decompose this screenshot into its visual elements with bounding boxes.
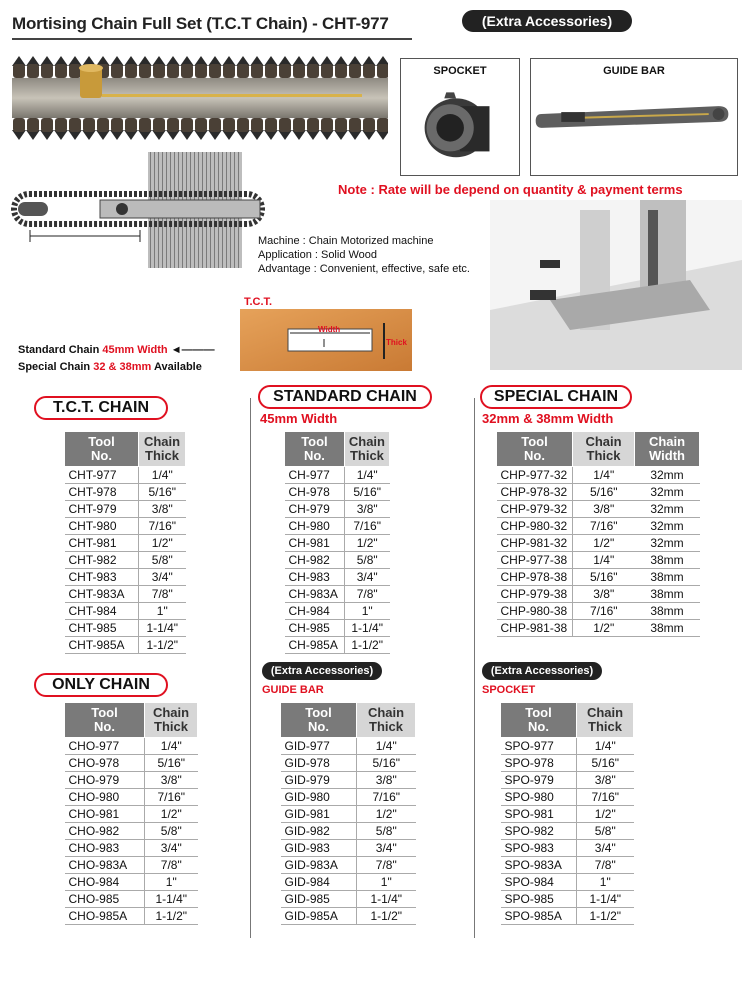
table-row [281, 823, 416, 840]
table-row [285, 586, 390, 603]
spocket-table [500, 702, 634, 925]
tool-number-cell: CH-983A [285, 586, 345, 603]
tool-number-cell: SPO-977 [501, 738, 577, 755]
header-tool-no: Tool No. [501, 703, 577, 738]
tool-number-cell: CHO-981 [65, 806, 145, 823]
table-row [281, 874, 416, 891]
tool-number-cell: CHP-981-38 [497, 620, 573, 637]
header-tool-no: Tool No. [65, 432, 139, 467]
table-row [281, 755, 416, 772]
tool-number-cell: CHO-985A [65, 908, 145, 925]
chain-thick-cell: 7/16" [573, 603, 635, 620]
tool-number-cell: SPO-980 [501, 789, 577, 806]
table-row [65, 552, 186, 569]
table-row [65, 518, 186, 535]
table-row [501, 755, 634, 772]
table-row [281, 857, 416, 874]
tool-number-cell: SPO-982 [501, 823, 577, 840]
table-row [497, 484, 700, 501]
tool-number-cell: CH-978 [285, 484, 345, 501]
table-row [65, 789, 198, 806]
tool-number-cell: CHP-979-38 [497, 586, 573, 603]
tool-number-cell: SPO-979 [501, 772, 577, 789]
table-row [285, 603, 390, 620]
tool-number-cell: CHP-980-38 [497, 603, 573, 620]
tool-number-cell: CHO-979 [65, 772, 145, 789]
chain-thick-cell: 1-1/2" [357, 908, 416, 925]
spec-application: Application : Solid Wood [258, 249, 378, 261]
chain-thick-cell: 1" [577, 874, 634, 891]
chain-thick-cell: 3/4" [357, 840, 416, 857]
chain-thick-cell: 5/8" [344, 552, 389, 569]
chain-thick-cell: 3/8" [573, 586, 635, 603]
chain-thick-cell: 7/8" [357, 857, 416, 874]
special-chain-width: 32mm & 38mm Width [482, 411, 614, 426]
tool-number-cell: CHO-980 [65, 789, 145, 806]
tool-number-cell: CH-983 [285, 569, 345, 586]
chain-thick-cell: 3/8" [145, 772, 198, 789]
tool-number-cell: CHO-984 [65, 874, 145, 891]
tool-number-cell: SPO-984 [501, 874, 577, 891]
tool-number-cell: GID-983 [281, 840, 357, 857]
mortising-chain-photo [12, 56, 388, 140]
table-row [497, 620, 700, 637]
rate-note: Note : Rate will be depend on quantity & payment terms [338, 182, 683, 197]
special-note-prefix: Special Chain [18, 361, 94, 373]
table-row [501, 840, 634, 857]
table-row [285, 569, 390, 586]
special-chain-table [496, 431, 700, 637]
table-row [65, 874, 198, 891]
tool-number-cell: CHT-980 [65, 518, 139, 535]
spocket-label: SPOCKET [433, 65, 487, 77]
table-row [281, 738, 416, 755]
table-row [497, 467, 700, 484]
table-row [501, 857, 634, 874]
chain-thick-cell: 1/4" [145, 738, 198, 755]
guide-bar-heading: GUIDE BAR [262, 684, 324, 696]
chain-thick-cell: 3/4" [344, 569, 389, 586]
tct-width-thick-diagram [240, 309, 412, 371]
guide-bar-image-box [530, 58, 738, 176]
chain-thick-cell: 5/8" [357, 823, 416, 840]
table-row [497, 501, 700, 518]
header-tool-no: Tool No. [497, 432, 573, 467]
tool-number-cell: SPO-985 [501, 891, 577, 908]
tool-number-cell: CHT-982 [65, 552, 139, 569]
chain-thick-cell: 3/8" [344, 501, 389, 518]
tool-number-cell: CHT-985A [65, 637, 139, 654]
header-chain-thick: Chain Thick [573, 432, 635, 467]
chain-thick-cell: 3/8" [577, 772, 634, 789]
chain-thick-cell: 1-1/2" [344, 637, 389, 654]
table-row [281, 840, 416, 857]
chain-thick-cell: 7/16" [344, 518, 389, 535]
chain-thick-cell: 1/4" [344, 467, 389, 484]
only-chain-table [64, 702, 198, 925]
chain-thick-cell: 7/16" [357, 789, 416, 806]
table-row [285, 552, 390, 569]
tool-number-cell: CH-982 [285, 552, 345, 569]
chain-availability-note [18, 342, 215, 376]
tool-number-cell: CHO-978 [65, 755, 145, 772]
spec-machine: Machine : Chain Motorized machine [258, 235, 434, 247]
tool-number-cell: CHP-978-38 [497, 569, 573, 586]
header-tool-no: Tool No. [65, 703, 145, 738]
chain-thick-cell: 1-1/4" [357, 891, 416, 908]
std-note-prefix: Standard Chain [18, 344, 103, 356]
chain-thick-cell: 1/2" [145, 806, 198, 823]
header-chain-thick: Chain Thick [139, 432, 186, 467]
table-row [285, 501, 390, 518]
chain-width-cell: 32mm [635, 518, 700, 535]
chain-thick-cell: 7/16" [573, 518, 635, 535]
chain-thick-cell: 7/8" [145, 857, 198, 874]
tool-number-cell: CH-977 [285, 467, 345, 484]
tool-number-cell: CH-981 [285, 535, 345, 552]
table-row [65, 620, 186, 637]
table-row [285, 484, 390, 501]
tool-number-cell: GID-984 [281, 874, 357, 891]
tool-number-cell: CHP-977-32 [497, 467, 573, 484]
chain-thick-cell: 1/4" [573, 467, 635, 484]
header-tool-no: Tool No. [285, 432, 345, 467]
chain-thick-cell: 1/4" [139, 467, 186, 484]
chain-thick-cell: 7/16" [139, 518, 186, 535]
tool-number-cell: CHT-984 [65, 603, 139, 620]
section-only-chain: ONLY CHAIN [34, 673, 168, 697]
table-row [65, 857, 198, 874]
chain-thick-cell: 1-1/4" [139, 620, 186, 637]
chain-thick-cell: 3/8" [139, 501, 186, 518]
spocket-image [401, 59, 519, 175]
table-row [65, 637, 186, 654]
table-row [501, 874, 634, 891]
table-row [501, 823, 634, 840]
tct-width-label: Width [318, 325, 341, 334]
table-row [281, 908, 416, 925]
chain-thick-cell: 5/16" [573, 569, 635, 586]
chain-thick-cell: 5/16" [145, 755, 198, 772]
special-note-suffix: Available [151, 361, 202, 373]
table-row [65, 908, 198, 925]
tool-number-cell: CHT-985 [65, 620, 139, 637]
section-tct-chain: T.C.T. CHAIN [34, 396, 168, 420]
chain-thick-cell: 3/8" [573, 501, 635, 518]
table-row [65, 603, 186, 620]
tool-number-cell: CHT-979 [65, 501, 139, 518]
tool-number-cell: GID-985 [281, 891, 357, 908]
section-standard-chain: STANDARD CHAIN [258, 385, 432, 409]
tool-number-cell: CHO-985 [65, 891, 145, 908]
chain-thick-cell: 3/4" [139, 569, 186, 586]
chain-thick-cell: 5/16" [357, 755, 416, 772]
table-row [285, 467, 390, 484]
special-note-widths: 32 & 38mm [93, 361, 152, 373]
chain-thick-cell: 7/8" [344, 586, 389, 603]
tool-number-cell: CHP-979-32 [497, 501, 573, 518]
header-tool-no: Tool No. [281, 703, 357, 738]
chain-thick-cell: 1/2" [573, 620, 635, 637]
header-chain-thick: Chain Thick [344, 432, 389, 467]
table-row [65, 484, 186, 501]
guide-bar-table [280, 702, 416, 925]
table-row [65, 891, 198, 908]
tool-number-cell: CHO-983A [65, 857, 145, 874]
std-note-width: 45mm Width [102, 344, 168, 356]
chain-thick-cell: 1/2" [357, 806, 416, 823]
tool-number-cell: CHO-983 [65, 840, 145, 857]
tool-number-cell: SPO-983A [501, 857, 577, 874]
table-row [65, 467, 186, 484]
tool-number-cell: SPO-983 [501, 840, 577, 857]
tool-number-cell: CH-980 [285, 518, 345, 535]
tool-number-cell: CHP-978-32 [497, 484, 573, 501]
tool-number-cell: GID-980 [281, 789, 357, 806]
chain-thick-cell: 5/8" [145, 823, 198, 840]
tool-number-cell: SPO-985A [501, 908, 577, 925]
title-underline [12, 38, 412, 40]
chain-thick-cell: 3/8" [357, 772, 416, 789]
spocket-extra-badge: (Extra Accessories) [482, 662, 602, 680]
section-special-chain: SPECIAL CHAIN [480, 385, 632, 409]
header-chain-thick: Chain Thick [577, 703, 634, 738]
table-row [65, 823, 198, 840]
table-row [65, 569, 186, 586]
tool-number-cell: CH-985 [285, 620, 345, 637]
table-row [65, 501, 186, 518]
column-divider-right [474, 398, 475, 938]
tool-number-cell: CHT-983 [65, 569, 139, 586]
table-row [501, 789, 634, 806]
chain-width-cell: 32mm [635, 484, 700, 501]
tool-number-cell: CHT-981 [65, 535, 139, 552]
tool-number-cell: CHT-977 [65, 467, 139, 484]
table-row [281, 789, 416, 806]
guide-bar-extra-badge: (Extra Accessories) [262, 662, 382, 680]
table-row [497, 603, 700, 620]
chain-width-cell: 32mm [635, 467, 700, 484]
chain-width-cell: 38mm [635, 586, 700, 603]
chain-thick-cell: 1/2" [573, 535, 635, 552]
table-row [65, 755, 198, 772]
tool-number-cell: CHP-980-32 [497, 518, 573, 535]
chain-thick-cell: 1" [145, 874, 198, 891]
table-row [281, 891, 416, 908]
tool-number-cell: GID-978 [281, 755, 357, 772]
table-row [497, 518, 700, 535]
table-row [65, 772, 198, 789]
table-row [281, 806, 416, 823]
header-chain-thick: Chain Thick [145, 703, 198, 738]
chain-thick-cell: 5/8" [577, 823, 634, 840]
table-row [497, 569, 700, 586]
chain-width-cell: 38mm [635, 552, 700, 569]
chain-thick-cell: 1/4" [573, 552, 635, 569]
chain-width-cell: 38mm [635, 569, 700, 586]
chain-thick-cell: 1/4" [577, 738, 634, 755]
guide-bar-label: GUIDE BAR [603, 65, 665, 77]
table-row [501, 806, 634, 823]
table-row [65, 840, 198, 857]
chain-mortise-diagram [10, 150, 266, 270]
chain-width-cell: 32mm [635, 535, 700, 552]
machine-specs [258, 234, 470, 276]
chain-mortiser-machine-image [490, 200, 742, 370]
chain-thick-cell: 5/16" [573, 484, 635, 501]
spocket-heading: SPOCKET [482, 684, 536, 696]
table-row [285, 535, 390, 552]
table-row [497, 586, 700, 603]
table-row [65, 806, 198, 823]
tool-number-cell: CH-979 [285, 501, 345, 518]
chain-thick-cell: 1/2" [139, 535, 186, 552]
chain-thick-cell: 5/8" [139, 552, 186, 569]
table-row [285, 518, 390, 535]
extra-accessories-badge: (Extra Accessories) [462, 10, 632, 32]
tool-number-cell: CHP-981-32 [497, 535, 573, 552]
chain-thick-cell: 1/2" [344, 535, 389, 552]
chain-thick-cell: 5/16" [577, 755, 634, 772]
tool-number-cell: CHT-983A [65, 586, 139, 603]
table-row [285, 637, 390, 654]
tool-number-cell: CHO-982 [65, 823, 145, 840]
chain-thick-cell: 1-1/2" [577, 908, 634, 925]
chain-thick-cell: 1" [357, 874, 416, 891]
chain-thick-cell: 1-1/2" [139, 637, 186, 654]
table-row [65, 535, 186, 552]
table-row [281, 772, 416, 789]
chain-thick-cell: 1-1/2" [145, 908, 198, 925]
chain-width-cell: 38mm [635, 603, 700, 620]
spocket-image-box [400, 58, 520, 176]
table-row [501, 891, 634, 908]
arrow-left-icon: ◄——— [170, 344, 215, 356]
chain-thick-cell: 1" [344, 603, 389, 620]
table-row [285, 620, 390, 637]
table-row [497, 535, 700, 552]
tool-number-cell: GID-983A [281, 857, 357, 874]
chain-thick-cell: 1-1/4" [145, 891, 198, 908]
chain-thick-cell: 3/4" [145, 840, 198, 857]
table-row [501, 772, 634, 789]
table-row [65, 586, 186, 603]
tct-diagram-label: T.C.T. [244, 296, 273, 308]
header-chain-width: Chain Width [635, 432, 700, 467]
chain-thick-cell: 3/4" [577, 840, 634, 857]
tool-number-cell: CH-985A [285, 637, 345, 654]
tct-chain-table [64, 431, 186, 654]
standard-chain-table [284, 431, 390, 654]
tool-number-cell: SPO-981 [501, 806, 577, 823]
table-row [497, 552, 700, 569]
standard-chain-width: 45mm Width [260, 411, 338, 426]
tool-number-cell: GID-985A [281, 908, 357, 925]
chain-thick-cell: 1-1/4" [577, 891, 634, 908]
chain-thick-cell: 5/16" [344, 484, 389, 501]
column-divider-left [250, 398, 251, 938]
tool-number-cell: GID-981 [281, 806, 357, 823]
chain-thick-cell: 7/16" [145, 789, 198, 806]
chain-thick-cell: 1-1/4" [344, 620, 389, 637]
header-chain-thick: Chain Thick [357, 703, 416, 738]
chain-width-cell: 38mm [635, 620, 700, 637]
tool-number-cell: CHT-978 [65, 484, 139, 501]
chain-thick-cell: 7/8" [577, 857, 634, 874]
tct-thick-label: Thick [386, 338, 407, 347]
tool-number-cell: GID-979 [281, 772, 357, 789]
tool-number-cell: CHO-977 [65, 738, 145, 755]
table-row [501, 738, 634, 755]
chain-thick-cell: 1/4" [357, 738, 416, 755]
tool-number-cell: CHP-977-38 [497, 552, 573, 569]
chain-thick-cell: 7/16" [577, 789, 634, 806]
chain-thick-cell: 1" [139, 603, 186, 620]
page-title: Mortising Chain Full Set (T.C.T Chain) - CHT-977 [12, 14, 389, 33]
table-row [501, 908, 634, 925]
guide-bar-image [531, 59, 737, 175]
chain-thick-cell: 7/8" [139, 586, 186, 603]
tool-number-cell: SPO-978 [501, 755, 577, 772]
chain-thick-cell: 1/2" [577, 806, 634, 823]
chain-thick-cell: 5/16" [139, 484, 186, 501]
chain-width-cell: 32mm [635, 501, 700, 518]
spec-advantage: Advantage : Convenient, effective, safe etc. [258, 263, 470, 275]
tool-number-cell: CH-984 [285, 603, 345, 620]
tool-number-cell: GID-977 [281, 738, 357, 755]
tool-number-cell: GID-982 [281, 823, 357, 840]
table-row [65, 738, 198, 755]
